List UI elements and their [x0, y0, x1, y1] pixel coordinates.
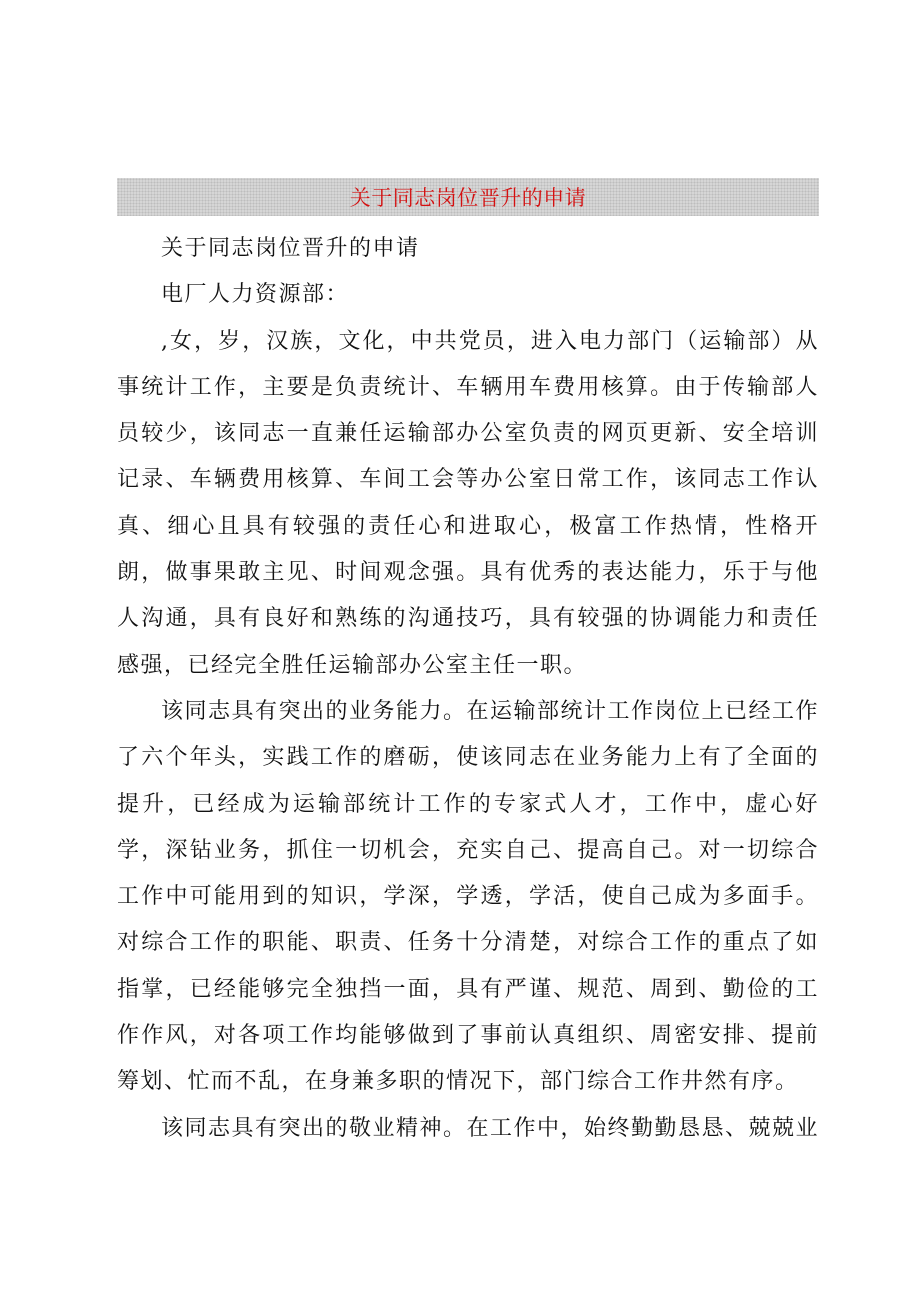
document-body — [117, 226, 819, 1152]
document-title: 关于同志岗位晋升的申请 — [349, 186, 587, 210]
body-paragraph: ,女，岁，汉族，文化，中共党员，进入电力部门（运输部）从事统计工作，主要是负责统计、车辆用车费用核算。由于传输部人员较少，该同志一直兼任运输部办公室负责的网页更新、安全培训记录、车辆费用核算、车间工会等办公室日常工作，该同志工作认真、细心且具有较强的责任心和进取心，极富工作热情，性格开朗，做事果敢主见、时间观念强。具有优秀的表达能力，乐于与他人沟通，具有良好和熟练的沟通技巧，具有较强的协调能力和责任感强，已经完全胜任运输部办公室主任一职。 — [117, 328, 819, 678]
body-paragraph: 该同志具有突出的业务能力。在运输部统计工作岗位上已经工作了六个年头，实践工作的磨砺，使该同志在业务能力上有了全面的提升，已经成为运输部统计工作的专家式人才，工作中，虚心好学，深钻业务，抓住一切机会，充实自己、提高自己。对一切综合工作中可能用到的知识，学深，学透，学活，使自己成为多面手。对综合工作的职能、职责、任务十分清楚，对综合工作的重点了如指掌，已经能够完全独挡一面，具有严谨、规范、周到、勤俭的工作作风，对各项工作均能够做到了事前认真组织、周密安排、提前筹划、忙而不乱，在身兼多职的情况下，部门综合工作井然有序。 — [117, 698, 820, 1095]
recipient-line: 电厂人力资源部： — [161, 282, 350, 308]
body-heading: 关于同志岗位晋升的申请 — [161, 236, 420, 261]
body-paragraph: 该同志具有突出的敬业精神。在工作中，始终勤勤恳恳、兢兢业 — [161, 1115, 820, 1141]
title-banner — [117, 178, 819, 216]
